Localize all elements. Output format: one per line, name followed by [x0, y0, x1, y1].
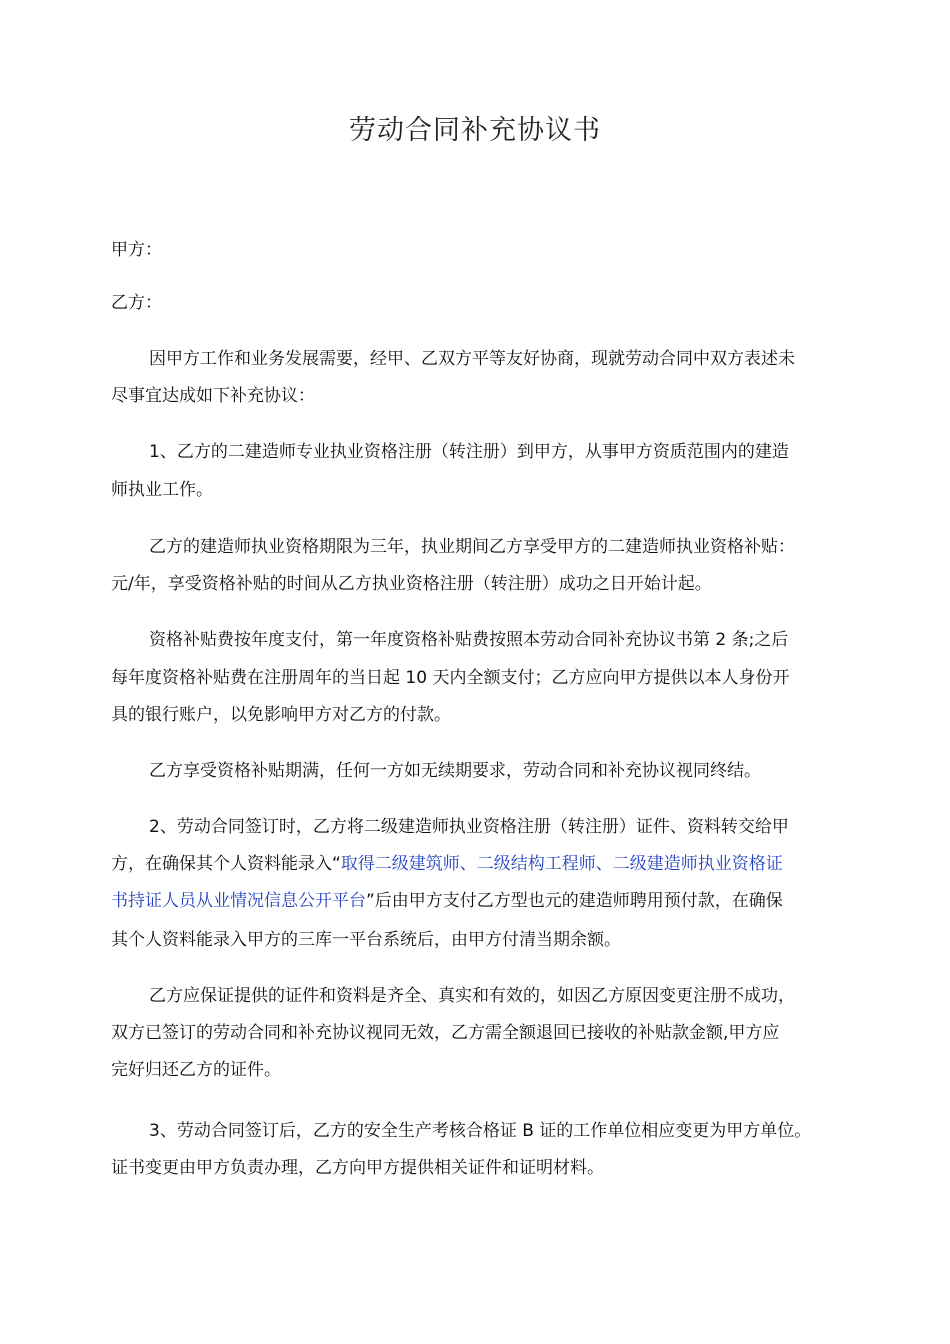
intro-line-2: 尽事宜达成如下补充协议： — [111, 386, 315, 406]
clause2-guarantee-line-3: 完好归还乙方的证件。 — [111, 1060, 281, 1080]
clause2-line-2-text: 方，在确保其个人资料能录入“ — [111, 854, 341, 874]
clause2-line-2 — [111, 852, 783, 876]
clause1-payment-line-1: 资格补贴费按年度支付，第一年度资格补贴费按照本劳动合同补充协议书第 2 条;之后 — [149, 630, 789, 650]
clause1-subsidy-line-1: 乙方的建造师执业资格期限为三年，执业期间乙方享受甲方的二建造师执业资格补贴： — [149, 537, 795, 557]
clause1-line-2: 师执业工作。 — [111, 480, 213, 500]
clause1-line-1: 1、乙方的二建造师专业执业资格注册（转注册）到甲方，从事甲方资质范围内的建造 — [149, 442, 789, 462]
clause1-subsidy-line-2: 元/年，享受资格补贴的时间从乙方执业资格注册（转注册）成功之日开始计起。 — [111, 574, 712, 594]
party-b-label: 乙方： — [111, 293, 162, 313]
platform-link-part-1[interactable]: 取得二级建筑师、二级结构工程师、二级建造师执业资格证 — [340, 854, 783, 874]
clause1-expiry-line: 乙方享受资格补贴期满，任何一方如无续期要求，劳动合同和补充协议视同终结。 — [149, 761, 761, 781]
clause2-line-1: 2、劳动合同签订时，乙方将二级建造师执业资格注册（转注册）证件、资料转交给甲 — [149, 817, 789, 837]
clause1-payment-line-2: 每年度资格补贴费在注册周年的当日起 10 天内全额支付；乙方应向甲方提供以本人身份开 — [111, 668, 790, 688]
clause3-line-2: 证书变更由甲方负责办理，乙方向甲方提供相关证件和证明材料。 — [111, 1158, 604, 1178]
document-title: 劳动合同补充协议书 — [349, 115, 601, 146]
clause2-line-4: 其个人资料能录入甲方的三库一平台系统后，由甲方付清当期余额。 — [111, 930, 621, 950]
clause2-guarantee-line-1: 乙方应保证提供的证件和资料是齐全、真实和有效的，如因乙方原因变更注册不成功， — [149, 986, 795, 1006]
clause3-line-1: 3、劳动合同签订后，乙方的安全生产考核合格证 B 证的工作单位相应变更为甲方单位。 — [149, 1121, 812, 1141]
clause2-line-3 — [111, 889, 783, 913]
clause2-guarantee-line-2: 双方已签订的劳动合同和补充协议视同无效，乙方需全额退回已接收的补贴款金额,甲方应 — [111, 1023, 780, 1043]
intro-line-1: 因甲方工作和业务发展需要，经甲、乙双方平等友好协商，现就劳动合同中双方表述未 — [149, 349, 795, 369]
clause1-payment-line-3: 具的银行账户，以免影响甲方对乙方的付款。 — [111, 705, 451, 725]
platform-link-part-2[interactable]: 书持证人员从业情况信息公开平台 — [111, 891, 366, 911]
clause2-line-3-text: ”后由甲方支付乙方型也元的建造师聘用预付款，在确保 — [366, 891, 783, 911]
party-a-label: 甲方： — [111, 240, 162, 260]
